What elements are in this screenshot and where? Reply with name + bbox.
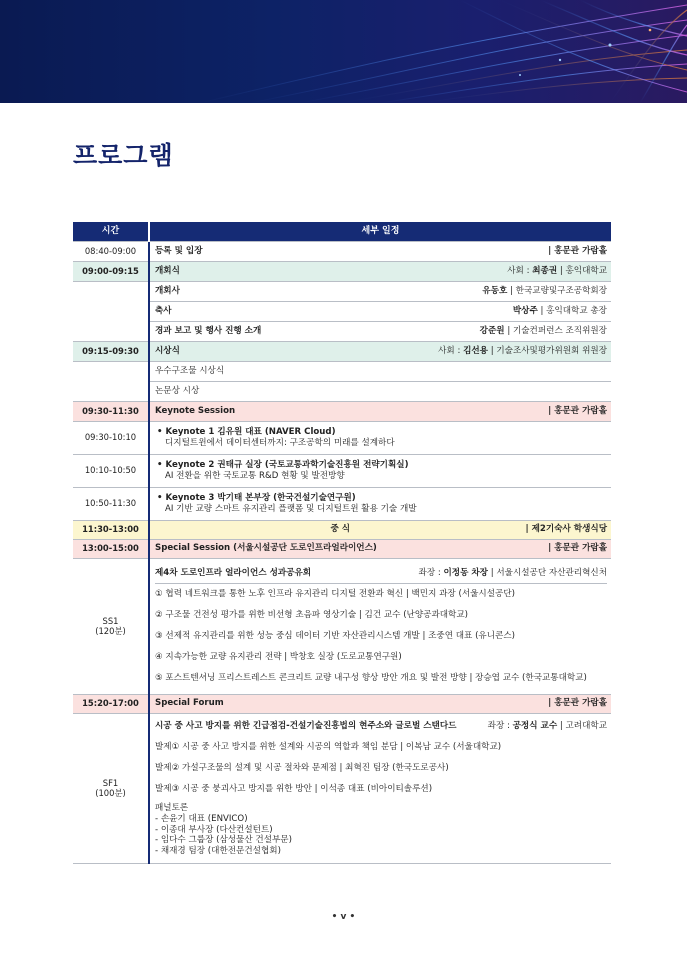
- list-item: ② 구조물 건전성 평가를 위한 비선형 초음파 영상기술 | 김건 교수 (난양공과대학교): [155, 610, 469, 621]
- row-time: 09:15-09:30: [73, 341, 149, 361]
- row-title: 축사: [155, 305, 172, 316]
- row-role: 사회 :: [507, 265, 530, 276]
- row-name: 강준원: [479, 325, 505, 336]
- abstract-lines-graphic: [0, 0, 687, 103]
- row-affiliation: | 기술조사및평가위원회 위원장: [490, 345, 607, 356]
- table-row: [73, 361, 611, 381]
- keynote-row: [73, 454, 611, 487]
- forum-chair: 공정식 교수: [512, 721, 558, 732]
- table-row: [73, 401, 611, 421]
- forum-role: 좌장 :: [487, 721, 510, 732]
- row-affiliation: | 한국교량및구조공학회장: [510, 285, 607, 296]
- row-title: 경과 보고 및 행사 진행 소개: [155, 325, 262, 336]
- table-header: [73, 222, 611, 241]
- program-table: [73, 222, 611, 864]
- row-role: 사회 :: [438, 345, 461, 356]
- panel-member: - 임다수 그룹장 (삼성물산 건설부문): [155, 835, 292, 846]
- table-row: [73, 241, 611, 261]
- row-name: 박상주: [512, 305, 538, 316]
- session-role: 좌장 :: [418, 567, 441, 578]
- row-time: 10:10-10:50: [73, 454, 149, 487]
- session-duration: (120분): [95, 626, 126, 636]
- row-time: 08:40-09:00: [73, 241, 149, 261]
- list-item: ① 협력 네트워크를 통한 노후 인프라 유지관리 디지털 전환과 혁신 | 백민지 과장 (서울시설공단): [155, 589, 515, 600]
- keynote-title: • Keynote 1 김유원 대표 (NAVER Cloud): [157, 426, 336, 437]
- row-title: 논문상 시상: [149, 381, 611, 401]
- panel-title: 패널토론: [155, 803, 189, 814]
- row-time: 09:00-09:15: [73, 261, 149, 281]
- keynote-row: [73, 487, 611, 520]
- forum-title: 시공 중 사고 방지를 위한 긴급점검-건설기술진흥법의 현주소와 글로벌 스탠다드: [155, 721, 457, 732]
- session-chair: 이정동 차장: [443, 567, 488, 578]
- row-time-empty: [73, 361, 149, 401]
- row-name: 김선용: [463, 345, 488, 356]
- row-place: | 제2기숙사 학생식당: [525, 524, 607, 535]
- row-name: 최종권: [532, 265, 558, 276]
- keynote-title: • Keynote 3 박기태 본부장 (한국건설기술연구원): [157, 492, 356, 503]
- row-name: 유동호: [482, 285, 508, 296]
- keynote-subtitle: AI 전환을 위한 국토교통 R&D 현황 및 발전방향: [165, 470, 345, 481]
- row-title: 개회식: [155, 265, 180, 276]
- forum-duration: (100분): [95, 788, 126, 798]
- row-time: 15:20-17:00: [73, 694, 149, 713]
- table-row: [73, 321, 611, 341]
- list-item: 발제② 가설구조물의 설계 및 시공 절차와 문제점 | 최혁진 팀장 (한국도로공사): [155, 763, 449, 774]
- header-detail: 세부 일정: [149, 222, 611, 241]
- row-affiliation: | 홍익대학교: [559, 265, 607, 276]
- row-affiliation: | 홍익대학교 총장: [540, 305, 607, 316]
- panel-member: - 손윤기 대표 (ENVICO): [155, 813, 248, 824]
- panel-discussion: [155, 800, 607, 860]
- session-block: [73, 558, 611, 694]
- forum-block: [73, 713, 611, 863]
- header-banner: [0, 0, 687, 103]
- row-title: Keynote Session: [155, 405, 236, 416]
- list-item: ⑤ 포스트텐셔닝 프리스트레스트 콘크리트 교량 내구성 향상 방안 개요 및 발전 방향 | 장승엽 교수 (한국교통대학교): [155, 673, 587, 684]
- row-place: | 홍문관 가람홀: [548, 698, 607, 709]
- table-row: [73, 261, 611, 281]
- table-row: [73, 694, 611, 713]
- list-item: 발제① 시공 중 사고 방지를 위한 설계와 시공의 역할과 책임 분담 | 이복남 교수 (서울대학교): [155, 742, 502, 753]
- forum-affiliation: | 고려대학교: [559, 721, 607, 732]
- session-code: SS1: [102, 615, 119, 626]
- forum-code: SF1: [102, 777, 119, 788]
- row-time: 13:00-15:00: [73, 539, 149, 558]
- row-time: 11:30-13:00: [73, 520, 149, 539]
- header-time: 시간: [73, 222, 149, 241]
- table-row: [73, 341, 611, 361]
- session-affiliation: | 서울시설공단 자산관리혁신처: [490, 567, 607, 578]
- session-code-cell: [73, 558, 149, 694]
- row-time: 10:50-11:30: [73, 487, 149, 520]
- row-place: | 홍문관 가람홀: [548, 245, 607, 256]
- row-title: Special Session (서울시설공단 도로인프라얼라이언스): [155, 543, 377, 554]
- table-row: [73, 539, 611, 558]
- page-number: • v •: [331, 912, 356, 922]
- row-title: 중 식: [330, 524, 351, 535]
- page-title: 프로그램: [73, 141, 174, 170]
- panel-member: - 이종대 부사장 (다산컨설턴트): [155, 824, 273, 835]
- table-row: [73, 281, 611, 301]
- panel-member: - 채재경 팀장 (대한전문건설협회): [155, 846, 281, 857]
- list-item: ③ 선제적 유지관리를 위한 성능 중심 데이터 기반 자산관리시스템 개발 | 조중연 대표 (유니콘스): [155, 631, 515, 642]
- row-title: Special Forum: [155, 698, 224, 709]
- forum-code-cell: [73, 713, 149, 863]
- row-title: 우수구조물 시상식: [149, 361, 611, 381]
- keynote-subtitle: AI 기반 교량 스마트 유지관리 플랫폼 및 디지털트윈 활용 기술 개발: [165, 503, 417, 514]
- row-title: 등록 및 입장: [155, 245, 203, 256]
- keynote-title: • Keynote 2 권태규 실장 (국토교통과학기술진흥원 전략기획실): [157, 459, 409, 470]
- list-item: ④ 지속가능한 교량 유지관리 전략 | 박창호 실장 (도로교통연구원): [155, 652, 402, 663]
- row-title: 시상식: [155, 345, 180, 356]
- table-row: [73, 381, 611, 401]
- row-place: | 홍문관 가람홀: [548, 543, 607, 554]
- row-place: | 홍문관 가람홀: [548, 405, 607, 416]
- table-row: [73, 301, 611, 321]
- session-title: 제4차 도로인프라 얼라이언스 성과공유회: [155, 567, 312, 578]
- row-time-empty: [73, 281, 149, 341]
- row-affiliation: | 기술컨퍼런스 조직위원장: [507, 325, 607, 336]
- list-item: 발제③ 시공 중 붕괴사고 방지를 위한 방안 | 이석종 대표 (비아이티솔루션): [155, 784, 433, 795]
- keynote-row: [73, 421, 611, 454]
- row-time: 09:30-11:30: [73, 401, 149, 421]
- row-time: 09:30-10:10: [73, 421, 149, 454]
- row-title: 개회사: [155, 285, 180, 296]
- keynote-subtitle: 디지털트윈에서 데이터센터까지: 구조공학의 미래를 설계하다: [165, 437, 395, 448]
- table-row: [73, 520, 611, 539]
